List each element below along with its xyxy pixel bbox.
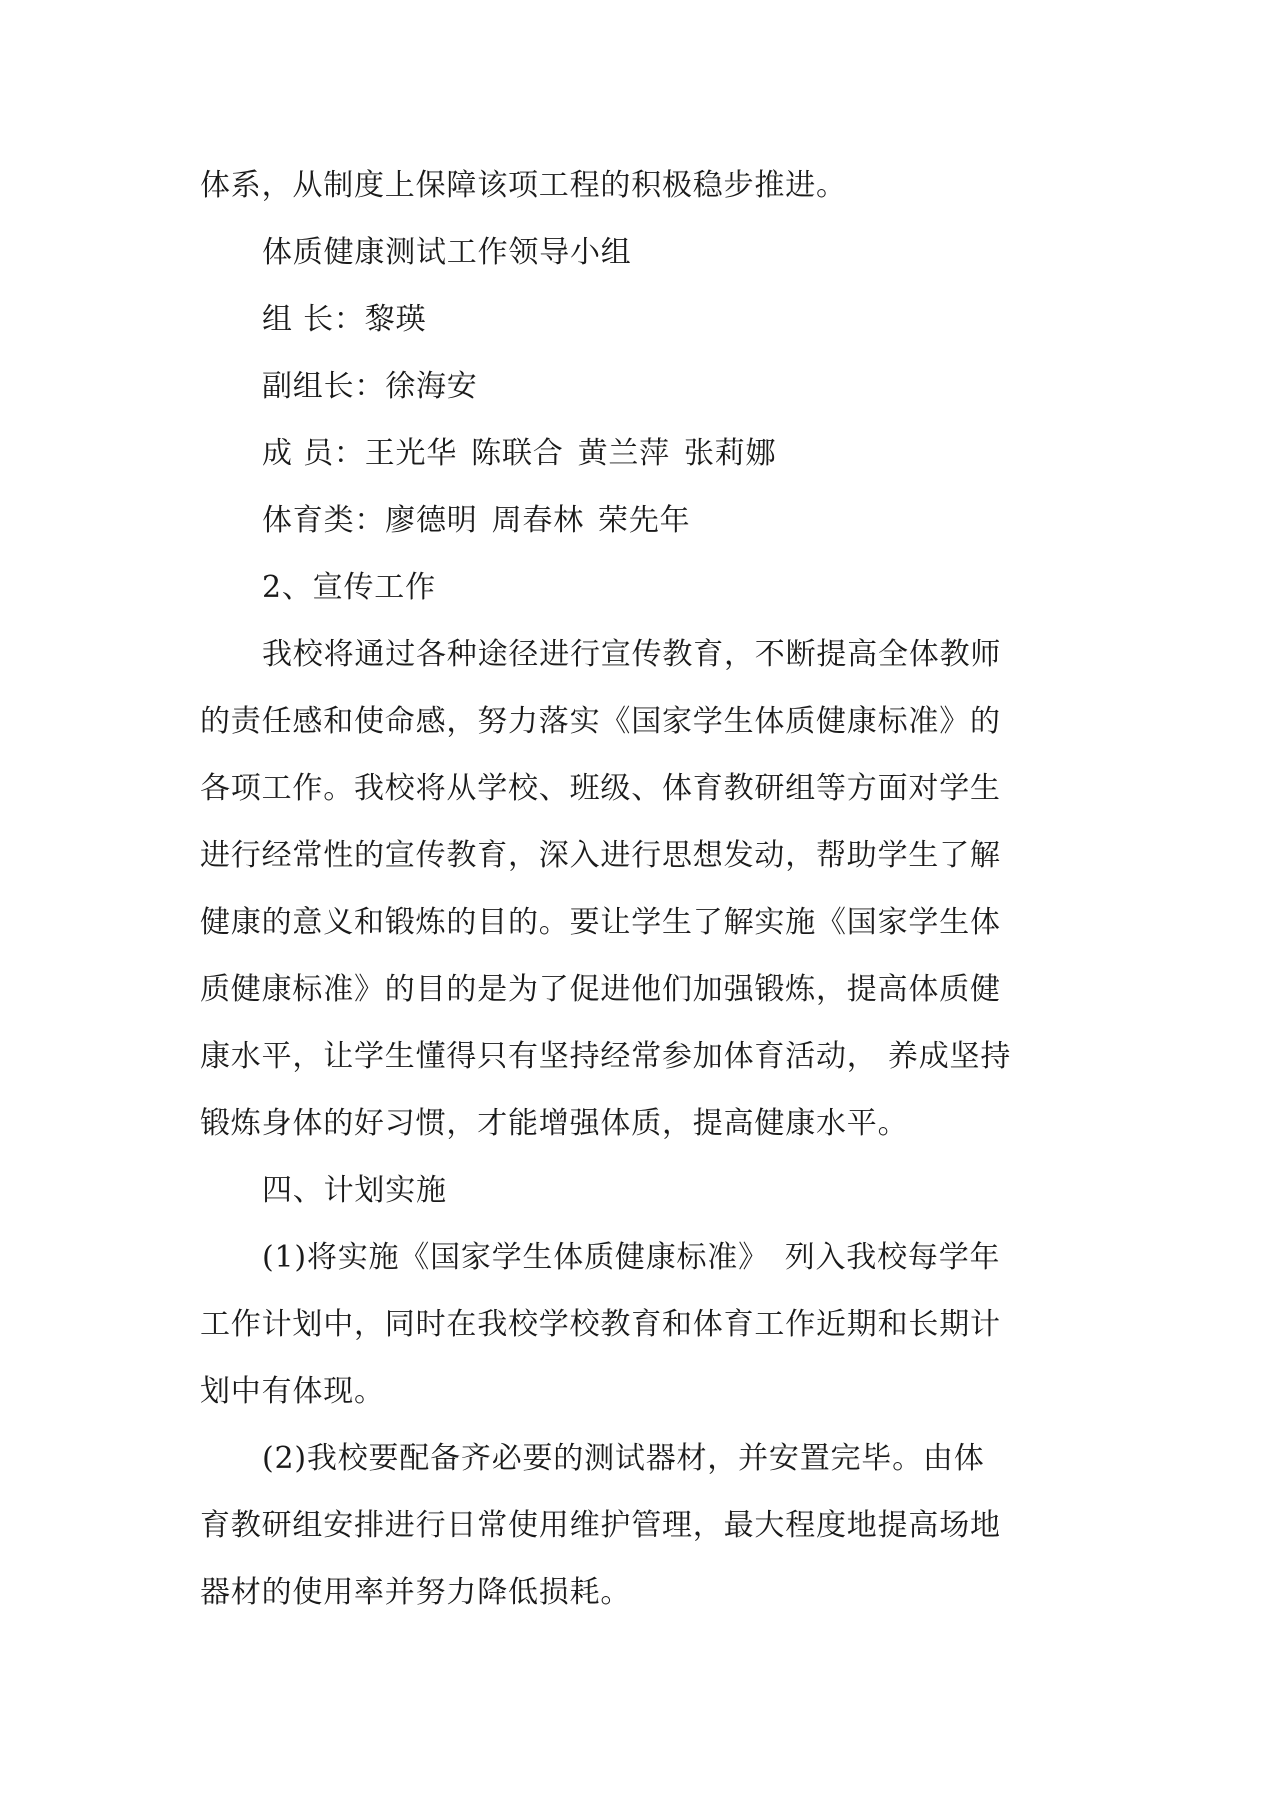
text-line: 育教研组安排进行日常使用维护管理，最大程度地提高场地 <box>200 1508 1001 1543</box>
roster-row-members <box>200 420 1100 487</box>
text-line: 康水平，让学生懂得只有坚持经常参加体育活动， 养成坚持 <box>200 1039 1012 1074</box>
roster-label: 组 长： <box>262 302 365 337</box>
leadership-roster <box>200 286 1100 554</box>
text-line: 各项工作。我校将从学校、班级、体育教研组等方面对学生 <box>200 771 1001 806</box>
text-line: 质健康标准》的目的是为了促进他们加强锻炼，提高体质健 <box>200 972 1001 1007</box>
roster-row-leader <box>200 286 1100 353</box>
text-line: 进行经常性的宣传教育，深入进行思想发动，帮助学生了解 <box>200 838 1001 873</box>
text-line: 健康的意义和锻炼的目的。要让学生了解实施《国家学生体 <box>200 905 1001 940</box>
roster-name: 廖德明 <box>385 503 478 538</box>
roster-label: 副组长： <box>262 369 386 404</box>
text-line: (1)将实施《国家学生体质健康标准》 列入我校每学年 <box>262 1240 1001 1275</box>
paragraph-item-1 <box>200 1224 1100 1425</box>
roster-name: 陈联合 <box>471 436 564 471</box>
group-title: 体质健康测试工作领导小组 <box>262 235 632 270</box>
section-heading-implementation: 四、计划实施 <box>262 1173 447 1208</box>
roster-name: 黄兰萍 <box>577 436 670 471</box>
roster-row-deputy <box>200 353 1100 420</box>
roster-name: 王光华 <box>364 436 458 471</box>
roster-label: 体育类： <box>262 503 386 538</box>
document-body <box>200 152 1100 1626</box>
text-line: 器材的使用率并努力降低损耗。 <box>200 1575 632 1610</box>
roster-name: 徐海安 <box>385 369 478 404</box>
paragraph-publicity <box>200 621 1100 1157</box>
text-line: 的责任感和使命感，努力落实《国家学生体质健康标准》的 <box>200 704 1001 739</box>
text-line: 划中有体现。 <box>200 1374 385 1409</box>
section-heading-publicity: 2、宣传工作 <box>262 570 436 605</box>
roster-row-pe <box>200 487 1100 554</box>
text-line: 工作计划中，同时在我校学校教育和体育工作近期和长期计 <box>200 1307 1001 1342</box>
paragraph-item-2 <box>200 1425 1100 1626</box>
roster-name: 黎瑛 <box>364 302 427 337</box>
text-line: (2)我校要配备齐必要的测试器材，并安置完毕。由体 <box>262 1441 985 1476</box>
roster-label: 成 员： <box>262 436 365 471</box>
paragraph-continuation <box>200 152 1100 219</box>
roster-name: 张莉娜 <box>683 436 777 471</box>
text-line: 锻炼身体的好习惯，才能增强体质，提高健康水平。 <box>200 1106 909 1141</box>
text-line: 体系，从制度上保障该项工程的积极稳步推进。 <box>200 168 847 203</box>
roster-name: 周春林 <box>491 503 585 538</box>
text-line: 我校将通过各种途径进行宣传教育，不断提高全体教师 <box>262 637 1002 672</box>
roster-name: 荣先年 <box>598 503 691 538</box>
